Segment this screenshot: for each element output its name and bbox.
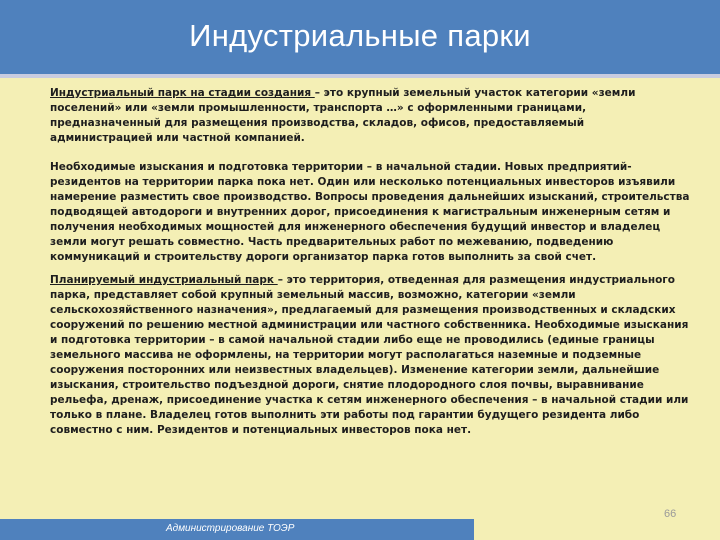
definition-planned-industrial-park: – это территория, отведенная для размещения индустриального парка, представляет собой крупный земельный массив, возможно, категории «земли сельскохозяйственного назначения», предлагаемый для размещения производственных и складских сооружений по решению местной администрации или частного собственника. Необходимые изыскания и подготовка территории – в самой начальной стадии либо еще не проводились (единые границы земельного массива не оформлены, на территории могут располагаться наземные и подземные сооружения посторонних или неизвестных владельцев). Изменение категории земли, дальнейшие изыскания, строительство подъездной дороги, снятие плодородного слоя почвы, выравнивание рельефа, дренаж, присоединение участка к сетям инженерного обеспечения – в начальной стадии или только в плане. Владелец готов выполнить эти работы под гарантии будущего резидента либо совместно с ним. Резидентов и потенциальных инвесторов пока нет. (50, 274, 689, 436)
slide-header (0, 0, 720, 78)
definition-industrial-park-creation: – это крупный земельный участок категории «земли поселений» или «земли промышленности, транспорта …» с оформленными границами, предназначенный для размещения производства, складов, офисов, предоставляемый администрацией или частной компанией. (50, 87, 636, 144)
paragraph-industrial-park-creation (50, 86, 690, 146)
term-industrial-park-creation: Индустриальный парк на стадии создания (50, 87, 315, 99)
paragraph-planned-industrial-park (50, 273, 690, 438)
slide-body (50, 86, 690, 438)
page-number: 66 (664, 508, 677, 520)
footer-label: Администрирование ТОЭР (166, 523, 295, 534)
paragraph-preparation-status: Необходимые изыскания и подготовка территории – в начальной стадии. Новых предприятий-резидентов на территории парка пока нет. Один или несколько потенциальных инвесторов изъявили намерение разместить свое производство. Вопросы проведения дальнейших изысканий, строительства подводящей автодороги и внутренних дорог, присоединения к магистральным инженерным сетям и получения необходимых мощностей для инженерного обеспечения будущий инвестор и владелец земли могут решать совместно. Часть предварительных работ по межеванию, подведению коммуникаций и строительству дороги организатор парка готов выполнить за свой счет. (50, 161, 690, 263)
slide-title: Индустриальные парки (189, 18, 531, 53)
term-planned-industrial-park: Планируемый индустриальный парк (50, 274, 278, 286)
